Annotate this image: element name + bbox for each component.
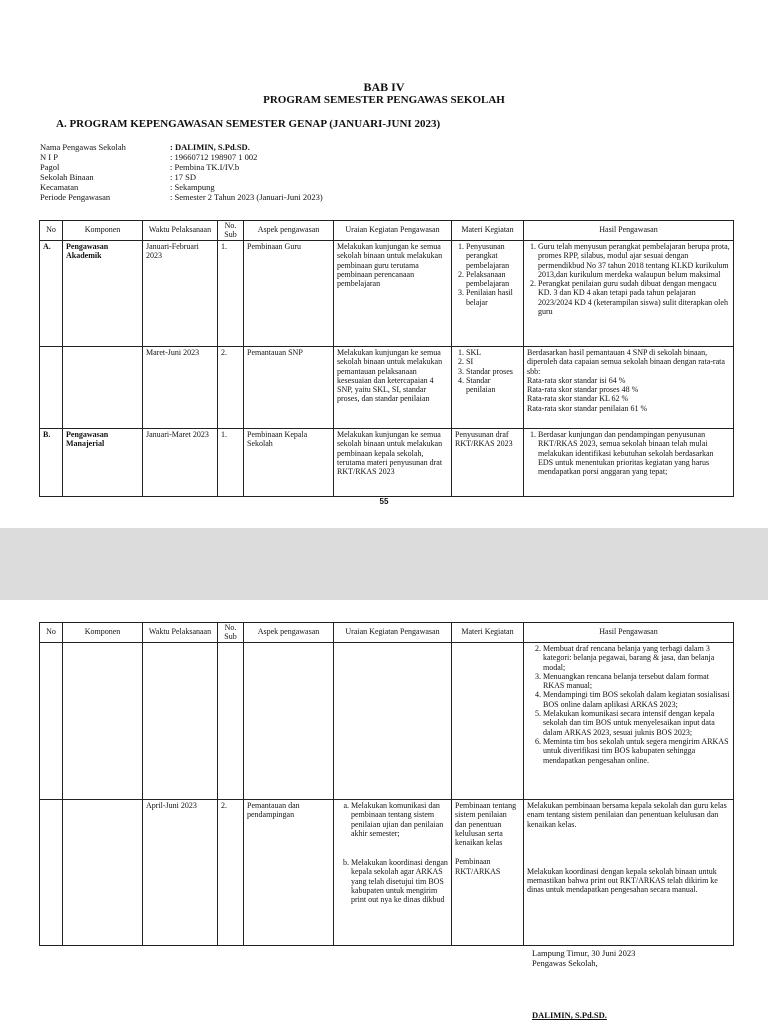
cell-nosub: 2.	[218, 800, 244, 946]
hasil-list	[527, 430, 730, 476]
identity-value: : Sekampung	[170, 182, 215, 192]
chapter-heading: BAB IV	[363, 80, 405, 94]
col-header-materi: Materi Kegiatan	[452, 221, 524, 241]
cell-waktu: Januari-Februari 2023	[143, 241, 218, 347]
cell-hasil	[524, 643, 734, 800]
identity-row	[40, 192, 323, 202]
hasil-line: Rata-rata skor standar isi 64 %	[527, 375, 626, 385]
hasil-line: Rata-rata skor standar proses 48 %	[527, 385, 639, 395]
col-header-uraian: Uraian Kegiatan Pengawasan	[334, 623, 452, 643]
table-row	[40, 347, 734, 429]
cell-hasil	[524, 347, 734, 429]
hasil-list	[527, 644, 730, 765]
cell-uraian: Melakukan kunjungan ke semua sekolah binaan untuk melakukan pembinaan guru terutama pembinaan perencanaan pembelajaran	[334, 241, 452, 347]
col-header-aspek: Aspek pengawasan	[244, 623, 334, 643]
cell-hasil	[524, 800, 734, 946]
cell-komponen	[63, 347, 143, 429]
identity-value: : DALIMIN, S.Pd.SD.	[170, 142, 250, 152]
col-header-hasil: Hasil Pengawasan	[524, 221, 734, 241]
list-item: 2. Pelaksanaan pembelajaran	[466, 270, 520, 289]
supervision-table	[39, 220, 734, 497]
signature-role: Pengawas Sekolah,	[532, 958, 598, 968]
supervision-table-continued	[39, 622, 734, 946]
cell-nosub: 1.	[218, 241, 244, 347]
cell-waktu	[143, 643, 218, 800]
identity-row	[40, 182, 323, 192]
cell-aspek: Pemantauan SNP	[244, 347, 334, 429]
cell-no	[40, 643, 63, 800]
table-row	[40, 643, 734, 800]
col-header-nosub: No. Sub	[218, 623, 244, 643]
cell-no: B.	[40, 429, 63, 497]
identity-row	[40, 152, 323, 162]
col-header-hasil: Hasil Pengawasan	[524, 623, 734, 643]
cell-no	[40, 800, 63, 946]
materi-line: Pembinaan RKT/ARKAS	[455, 857, 501, 876]
col-header-komponen: Komponen	[63, 221, 143, 241]
identity-row	[40, 172, 323, 182]
cell-uraian: Melakukan kunjungan ke semua sekolah binaan untuk melakukan pemantauan pelaksanaan kesesuaian dan ketercapaian 4 SNP, yaitu SKL, SI, standar proses, dan standar penilaian	[334, 347, 452, 429]
identity-block	[40, 142, 323, 202]
cell-komponen	[63, 643, 143, 800]
cell-aspek: Pembinaan Kepala Sekolah	[244, 429, 334, 497]
hasil-line: Melakukan pembinaan bersama kepala sekolah dan guru kelas enam tentang sistem penilaian dan penentuan kelulusan dan kenaikan kelas.	[527, 801, 727, 829]
col-header-nosub: No. Sub	[218, 221, 244, 241]
cell-materi: Penyusunan draf RKT/RKAS 2023	[452, 429, 524, 497]
materi-line: Pembinaan tentang sistem penilaian dan penentuan kelulusan serta kenaikan kelas	[455, 801, 517, 848]
col-header-aspek: Aspek pengawasan	[244, 221, 334, 241]
cell-aspek: Pemantauan dan pendampingan	[244, 800, 334, 946]
cell-waktu: Maret-Juni 2023	[143, 347, 218, 429]
materi-list	[455, 348, 520, 394]
uraian-list	[337, 801, 448, 905]
cell-komponen	[63, 800, 143, 946]
cell-uraian	[334, 800, 452, 946]
chapter-title: PROGRAM SEMESTER PENGAWAS SEKOLAH	[263, 94, 505, 106]
hasil-line: Berdasarkan hasil pemantauan 4 SNP di sekolah binaan, diperoleh data capaian semua sekolah binaan dengan rata-rata sbb:	[527, 348, 725, 376]
list-item: 2. Membuat draf rencana belanja yang terbagi dalam 3 kategori: belanja pegawai, barang & jasa, dan belanja modal;	[543, 644, 730, 672]
col-header-no: No	[40, 221, 63, 241]
list-item: 3. Standar proses	[466, 367, 520, 376]
list-item: b. Melakukan koordinasi dengan kepala sekolah agar ARKAS yang telah disetujui tim BOS kabupaten untuk mengirim print out nya ke dinas dikbud	[351, 858, 448, 904]
hasil-line: Rata-rata skor standar KL 62 %	[527, 394, 629, 404]
hasil-line: Melakukan koordinasi dengan kepala sekolah binaan untuk memastikan bahwa print out RKT/ARKAS telah dikirim ke dinas untuk mendapatkan pengesahan secara manual.	[527, 866, 718, 895]
hasil-list	[527, 242, 730, 316]
cell-nosub: 1.	[218, 429, 244, 497]
page-number: 55	[379, 497, 389, 506]
list-item: 5. Melakukan komunikasi secara intensif dengan kepala sekolah dan tim BOS untuk menyelesaikan input data dalam ARKAS 2023, sesuai juknis BOS 2023;	[543, 709, 730, 737]
list-item: 6. Meminta tim bos sekolah untuk segera mengirim ARKAS untuk diverifikasi tim BOS kabupaten sehingga mendapatkan pengesahan online.	[543, 737, 730, 765]
signature-place-date: Lampung Timur, 30 Juni 2023	[532, 948, 636, 958]
cell-nosub	[218, 643, 244, 800]
identity-label: N I P	[40, 152, 58, 162]
col-header-komponen: Komponen	[63, 623, 143, 643]
cell-aspek: Pembinaan Guru	[244, 241, 334, 347]
cell-aspek	[244, 643, 334, 800]
document-page-2	[0, 600, 768, 1024]
list-item: 1. Penyusunan perangkat pembelajaran	[466, 242, 520, 270]
list-item: 1. Guru telah menyusun perangkat pembelajaran berupa prota, promes RPP, silabus, modul ajar sesuai dengan permendikbud No 37 tahun 2018 tentang KI.KD kurikulum 2013,dan kurikulum merdeka walaupun belum maksimal	[538, 242, 730, 279]
identity-label: Sekolah Binaan	[40, 172, 94, 182]
cell-waktu: April-Juni 2023	[143, 800, 218, 946]
list-item: 1. SKL	[466, 348, 520, 357]
cell-hasil	[524, 241, 734, 347]
table-row	[40, 429, 734, 497]
cell-materi	[452, 643, 524, 800]
identity-row	[40, 142, 323, 152]
identity-value: : 17 SD	[170, 172, 196, 182]
identity-label: Nama Pengawas Sekolah	[40, 142, 126, 152]
list-item: 1. Berdasar kunjungan dan pendampingan penyusunan RKT/RKAS 2023, semua sekolah binaan telah mulai melakukan identifikasi kebutuhan sekolah berdasarkan EDS untuk menentukan prioritas kegiatan yang harus mendapatkan porsi anggaran yang tepat;	[538, 430, 730, 476]
cell-komponen: Pengawasan Akademik	[63, 241, 143, 347]
identity-value: : Semester 2 Tahun 2023 (Januari-Juni 2023)	[170, 192, 323, 202]
signature-name: DALIMIN, S.Pd.SD.	[532, 1010, 607, 1020]
list-item: 4. Standar penilaian	[466, 376, 520, 395]
signature-space	[532, 968, 635, 1010]
identity-value: : 19660712 198907 1 002	[170, 152, 258, 162]
cell-uraian: Melakukan kunjungan ke semua sekolah binaan untuk melakukan pembinaan kepala sekolah, terutama materi penyusunan drat RKT/RKAS 2023	[334, 429, 452, 497]
list-item: 3. Menuangkan rencana belanja tersebut dalam format RKAS manual;	[543, 672, 730, 691]
cell-hasil	[524, 429, 734, 497]
col-header-materi: Materi Kegiatan	[452, 623, 524, 643]
cell-materi	[452, 241, 524, 347]
identity-label: Periode Pengawasan	[40, 192, 111, 202]
table-header-row	[40, 221, 734, 241]
signature-block	[532, 948, 635, 1020]
list-item: 4. Mendampingi tim BOS sekolah dalam kegiatan sosialisasi BOS online dalam aplikasi ARKAS 2023;	[543, 690, 730, 709]
cell-materi	[452, 800, 524, 946]
list-item: 2. SI	[466, 357, 520, 366]
cell-nosub: 2.	[218, 347, 244, 429]
cell-no: A.	[40, 241, 63, 347]
list-item: 3. Penilaian hasil belajar	[466, 288, 520, 307]
cell-komponen: Pengawasan Manajerial	[63, 429, 143, 497]
identity-label: Pagol	[40, 162, 60, 172]
col-header-uraian: Uraian Kegiatan Pengawasan	[334, 221, 452, 241]
col-header-waktu: Waktu Pelaksanaan	[143, 623, 218, 643]
col-header-waktu: Waktu Pelaksanaan	[143, 221, 218, 241]
list-item: 2. Perangkat penilaian guru sudah dibuat dengan mengacu KD. 3 dan KD 4 akan tetapi pada tahun pelajaran 2023/2024 KD 4 (keterampilan siswa) sulit diterapkan oleh guru	[538, 279, 730, 316]
cell-uraian	[334, 643, 452, 800]
table-row	[40, 241, 734, 347]
cell-no	[40, 347, 63, 429]
table-row	[40, 800, 734, 946]
list-item: a. Melakukan komunikasi dan pembinaan tentang sistem penilaian ujian dan penilaian akhir semester;	[351, 801, 448, 838]
identity-value: : Pembina TK.I/IV.b	[170, 162, 240, 172]
col-header-no: No	[40, 623, 63, 643]
cell-materi	[452, 347, 524, 429]
cell-waktu: Januari-Maret 2023	[143, 429, 218, 497]
identity-row	[40, 162, 323, 172]
hasil-line: Rata-rata skor standar penilaian 61 %	[527, 403, 648, 413]
materi-list	[455, 242, 520, 307]
identity-label: Kecamatan	[40, 182, 79, 192]
section-a-heading: A. PROGRAM KEPENGAWASAN SEMESTER GENAP (JANUARI-JUNI 2023)	[56, 118, 441, 130]
table-header-row	[40, 623, 734, 643]
